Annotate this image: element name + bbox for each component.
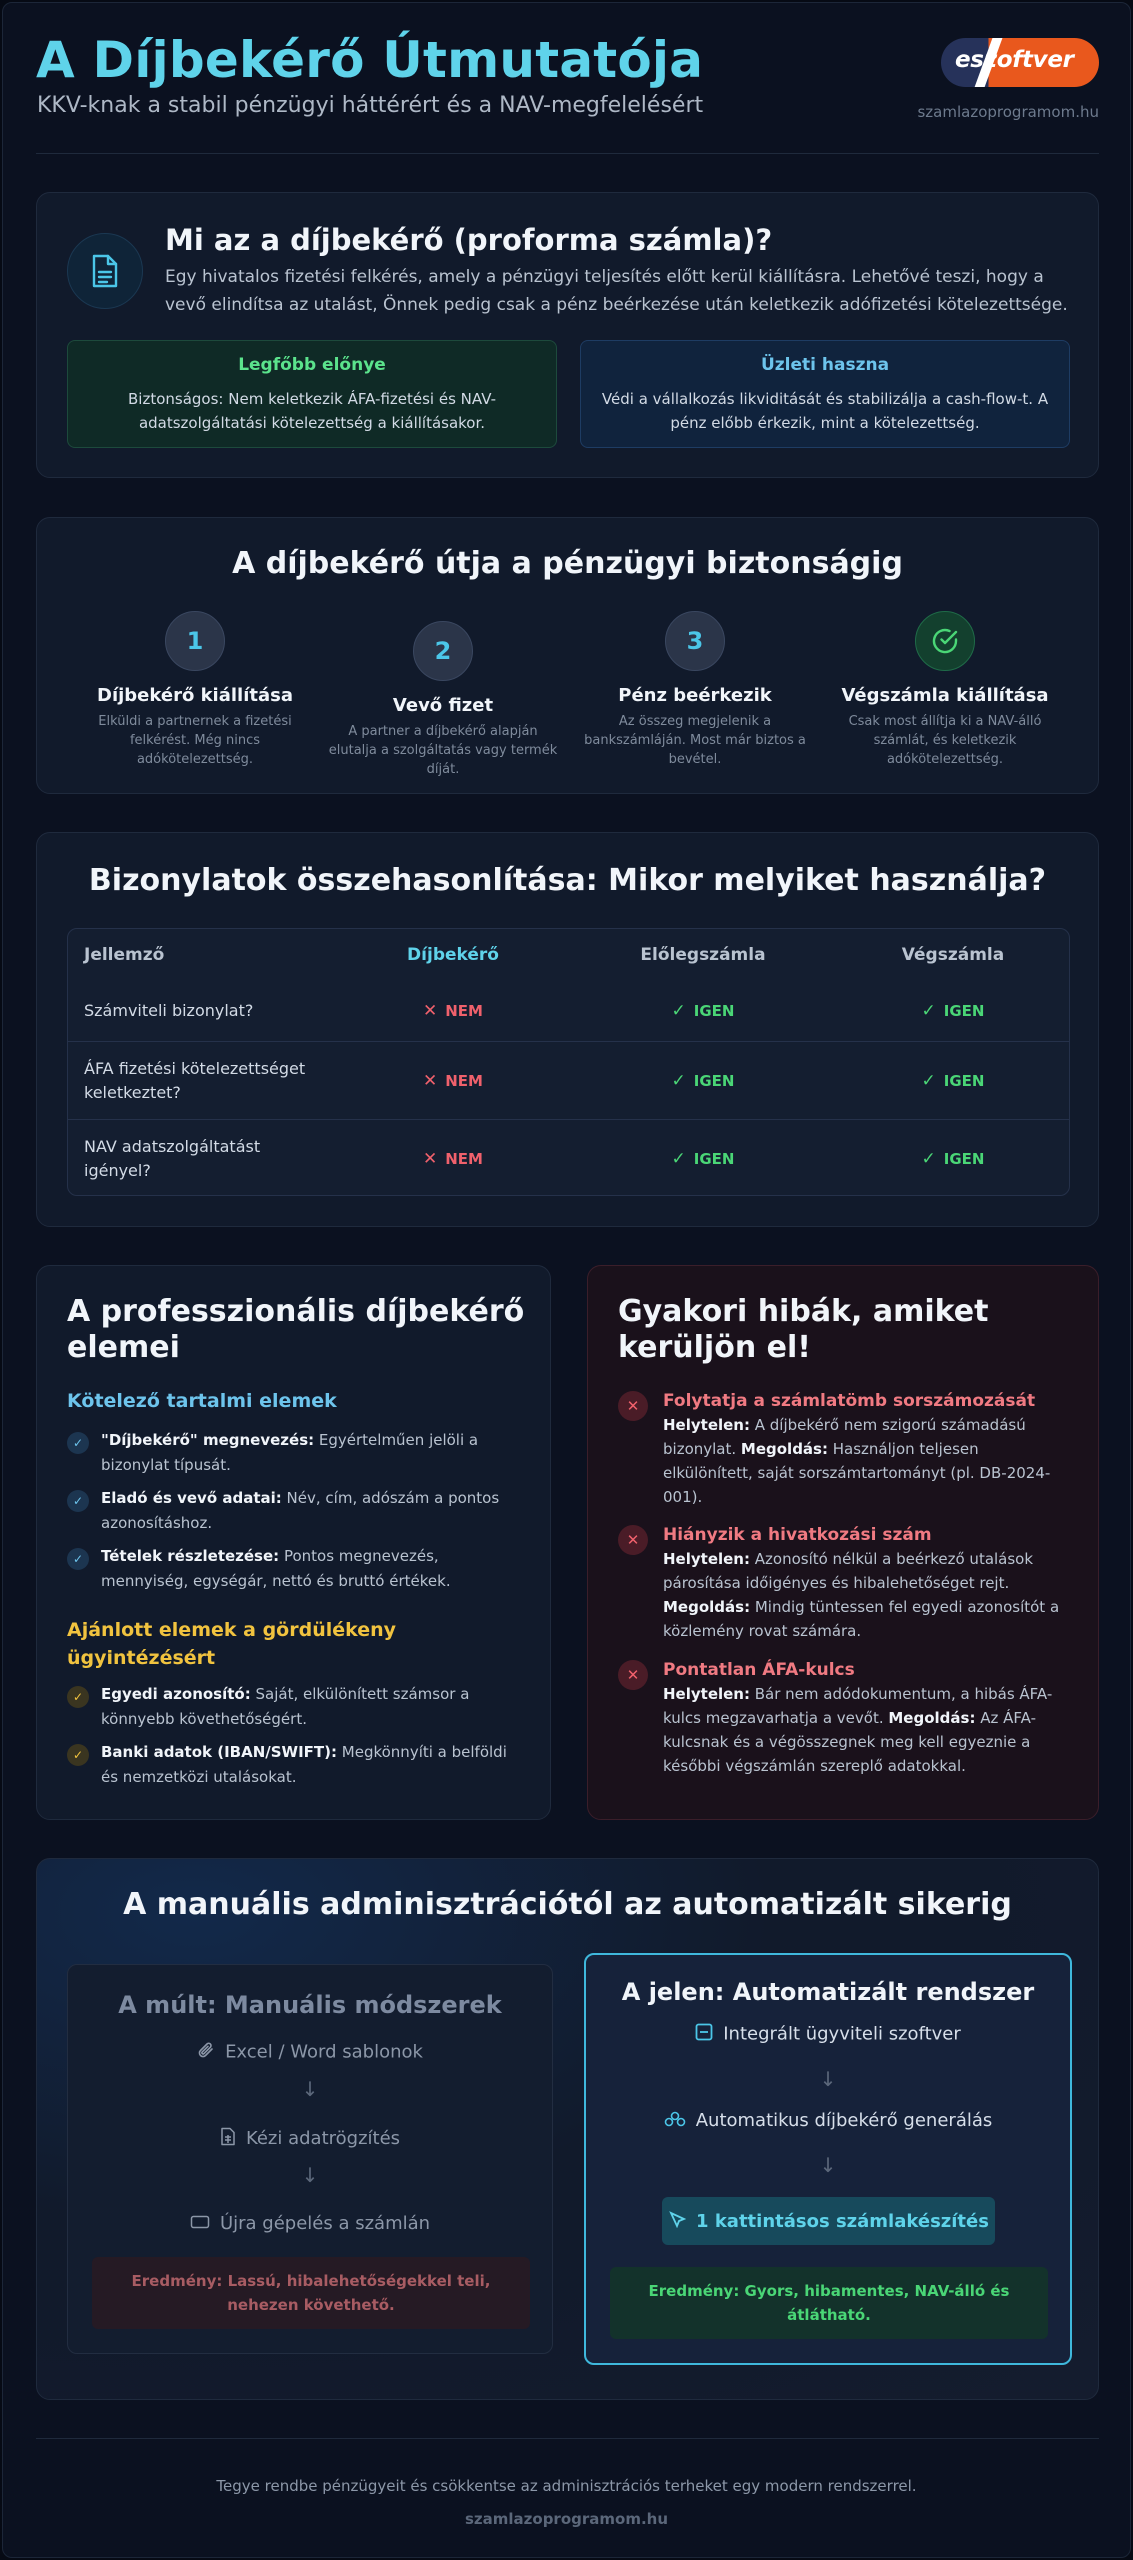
page-title: A Díjbekérő Útmutatója (36, 31, 704, 89)
cross-circle-icon: ✕ (618, 1391, 648, 1421)
paperclip-icon (197, 2041, 215, 2064)
logo-text: eszoftver (955, 47, 1074, 73)
cross-circle-icon: ✕ (618, 1525, 648, 1555)
down-arrow-icon: ↓ (819, 2067, 837, 2091)
required-heading: Kötelező tartalmi elemek (67, 1390, 337, 1412)
page-subtitle: KKV-knak a stabil pénzügyi háttérért és a NAV-megfelelésért (37, 93, 704, 118)
mistake-title: Folytatja a számlatömb sorszámozását (663, 1391, 1036, 1411)
wrong-label: Helytelen: (663, 1550, 750, 1568)
wrong-text: A díjbekérő nem szigorú számadású bizonylat. (663, 1416, 1026, 1458)
past-column (67, 1964, 553, 2354)
business-text: Védi a vállalkozás likviditását és stabilizálja a cash-flow-t. A pénz előbb érkezik, mint a kötelezettség. (601, 390, 1049, 432)
mistake-item (618, 1658, 1073, 1778)
row-feature: NAV adatszolgáltatást igényel? (84, 1136, 261, 1180)
value-cell (828, 1042, 1070, 1119)
value-text: IGEN (693, 1002, 735, 1020)
mistakes-card (587, 1265, 1099, 1820)
check-icon: ✓ (921, 1148, 936, 1169)
value-cell (578, 981, 828, 1041)
item-text: Név, cím, adószám a pontos azonosításhoz. (101, 1489, 500, 1532)
item-text: Pontos megnevezés, mennyiség, egységár, nettó és bruttó értékek. (101, 1547, 451, 1590)
item-text: Egyértelműen jelöli a bizonylat típusát. (101, 1431, 479, 1474)
step-number: 1 (165, 611, 225, 671)
check-circle-icon (915, 611, 975, 671)
business-box (580, 340, 1070, 448)
present-title: A jelen: Automatizált rendszer (621, 1978, 1035, 2006)
check-icon: ✓ (671, 1001, 686, 1021)
step-text: A partner a díjbekérő alapján elutalja a szolgáltatás vagy termék díját. (328, 724, 558, 777)
infographic-page (2, 2, 1131, 2558)
elements-card (36, 1265, 551, 1820)
down-arrow-icon: ↓ (819, 2153, 837, 2177)
benefit-text: Biztonságos: Nem keletkezik ÁFA-fizetési és NAV-adatszolgáltatási kötelezettség a kiállításakor. (128, 390, 496, 432)
automation-card (36, 1858, 1099, 2400)
check-icon: ✓ (67, 1432, 89, 1454)
item-label: Eladó és vevő adatai: (101, 1489, 282, 1507)
row-feature: ÁFA fizetési kötelezettséget keletkeztet? (84, 1058, 306, 1102)
intro-description: Egy hivatalos fizetési felkérés, amely a pénzügyi teljesítés előtt kerül kiállításra. Lehetővé teszi, hogy a vevő elindítsa az utalást, Önnek pedig csak a pénz beérkezése után keletkezik adófizetési kötelezettsége. (165, 267, 1068, 315)
step-title: Pénz beérkezik (618, 685, 772, 706)
past-step (68, 2127, 552, 2151)
comparison-title: Bizonylatok összehasonlítása: Mikor melyiket használja? (88, 863, 1047, 898)
value-text: IGEN (943, 1002, 985, 1020)
list-item (67, 1740, 527, 1790)
value-text: NEM (445, 1071, 483, 1090)
fix-label: Megoldás: (888, 1709, 976, 1727)
step-text: Elküldi a partnernek a fizetési felkérést. Még nincs adókötelezettség. (98, 714, 292, 767)
table-row (68, 1041, 1069, 1119)
journey-step (70, 611, 320, 769)
step-text: Az összeg megjelenik a bankszámláján. Most már biztos a bevétel. (584, 714, 806, 767)
header-divider (36, 153, 1099, 154)
past-step (68, 2041, 552, 2064)
wrong-text: Azonosító nélkül a beérkező utalások párosítása időigényes és hibalehetőséget rejt. (663, 1550, 1034, 1592)
cross-icon: ✕ (423, 1070, 438, 1091)
benefit-title: Legfőbb előnye (238, 355, 386, 375)
cta-label: 1 kattintásos számlakészítés (696, 2210, 989, 2232)
keyboard-icon (190, 2214, 210, 2235)
fix-text: Az ÁFA-kulcsnak és a végösszegnek meg kell egyeznie a későbbi végszámlán szereplő adatokkal. (663, 1709, 1036, 1775)
item-label: Egyedi azonosító: (101, 1685, 251, 1703)
check-icon: ✓ (671, 1148, 686, 1169)
past-title: A múlt: Manuális módszerek (118, 1991, 502, 2019)
automation-icon (664, 2111, 686, 2132)
comparison-card (36, 832, 1099, 1227)
fix-text: Mindig tüntessen fel egyedi azonosítót a közlemény rovat számára. (663, 1598, 1060, 1640)
list-item (67, 1428, 527, 1478)
past-step-label: Excel / Word sablonok (225, 2041, 423, 2063)
journey-step (820, 611, 1070, 769)
check-icon: ✓ (67, 1548, 89, 1570)
mistake-item (618, 1389, 1073, 1509)
recommended-heading: Ajánlott elemek a gördülékeny ügyintézésért (67, 1619, 397, 1669)
check-icon: ✓ (67, 1686, 89, 1708)
step-title: Díjbekérő kiállítása (97, 685, 293, 706)
value-text: IGEN (693, 1149, 735, 1168)
check-icon: ✓ (921, 1070, 936, 1091)
past-step-label: Újra gépelés a számlán (219, 2213, 431, 2234)
elements-title: A professzionális díjbekérő elemei (67, 1294, 525, 1365)
cross-icon: ✕ (423, 1001, 438, 1021)
list-item (67, 1486, 527, 1536)
row-feature: Számviteli bizonylat? (84, 1001, 254, 1020)
check-icon: ✓ (67, 1744, 89, 1766)
value-cell (328, 1120, 578, 1196)
value-cell (578, 1120, 828, 1196)
wrong-label: Helytelen: (663, 1416, 750, 1434)
present-step-label: Automatikus díjbekérő generálás (695, 2110, 993, 2131)
automation-title: A manuális adminisztrációtól az automatizált sikerig (123, 1887, 1012, 1922)
down-arrow-icon: ↓ (301, 2163, 319, 2187)
check-icon: ✓ (671, 1070, 686, 1091)
item-text: Megkönnyíti a belföldi és nemzetközi utalásokat. (101, 1743, 507, 1786)
value-cell (578, 1042, 828, 1119)
value-text: IGEN (693, 1071, 735, 1090)
step-number: 2 (413, 621, 473, 681)
benefit-box (67, 340, 557, 448)
journey-title: A díjbekérő útja a pénzügyi biztonságig (232, 546, 903, 581)
table-row (68, 981, 1069, 1041)
present-step-label: Integrált ügyviteli szoftver (723, 2023, 961, 2045)
fix-label: Megoldás: (740, 1440, 828, 1458)
table-header-row (68, 929, 1069, 981)
list-item (67, 1544, 527, 1594)
comparison-table (67, 928, 1070, 1196)
past-step (68, 2213, 552, 2235)
check-icon: ✓ (67, 1490, 89, 1512)
item-label: "Díjbekérő" megnevezés: (101, 1431, 315, 1449)
cross-icon: ✕ (423, 1148, 438, 1169)
header-elolegszamla: Előlegszámla (640, 945, 766, 965)
one-click-invoice-button[interactable] (662, 2197, 995, 2245)
value-text: IGEN (943, 1071, 985, 1090)
journey-step (318, 621, 568, 779)
header-vegszamla: Végszámla (901, 945, 1005, 965)
table-row (68, 1119, 1069, 1196)
header (36, 31, 1099, 153)
footer-text: Tegye rendbe pénzügyeit és csökkentse az adminisztrációs terheket egy modern rendszerrel. (216, 2477, 917, 2495)
journey-card (36, 517, 1099, 794)
past-result: Eredmény: Lassú, hibalehetőségekkel teli, nehezen követhető. (92, 2257, 530, 2329)
step-title: Végszámla kiállítása (841, 685, 1049, 706)
value-cell (328, 1042, 578, 1119)
spreadsheet-icon (220, 2127, 236, 2151)
footer-divider (36, 2438, 1099, 2439)
fix-label: Megoldás: (663, 1598, 751, 1616)
mistakes-title: Gyakori hibák, amiket kerüljön el! (618, 1294, 989, 1365)
cross-circle-icon: ✕ (618, 1660, 648, 1690)
journey-step (570, 611, 820, 769)
present-step (586, 2110, 1070, 2132)
header-site-url[interactable]: szamlazoprogramom.hu (917, 103, 1099, 121)
value-text: IGEN (943, 1149, 985, 1168)
down-arrow-icon: ↓ (301, 2077, 319, 2101)
item-label: Banki adatok (IBAN/SWIFT): (101, 1743, 338, 1761)
step-number: 3 (665, 611, 725, 671)
software-icon (695, 2023, 713, 2046)
present-step (586, 2023, 1070, 2046)
value-cell (828, 981, 1070, 1041)
item-label: Tételek részletezése: (101, 1547, 280, 1565)
mistake-item (618, 1523, 1073, 1643)
step-title: Vevő fizet (392, 695, 494, 716)
intro-card (36, 192, 1099, 478)
item-text: Saját, elkülönített számsor a könnyebb követhetőségért. (101, 1685, 470, 1728)
present-result: Eredmény: Gyors, hibamentes, NAV-álló és átlátható. (610, 2267, 1048, 2339)
mistake-title: Pontatlan ÁFA-kulcs (663, 1660, 855, 1680)
header-dijbekero: Díjbekérő (407, 945, 499, 965)
footer-site-url[interactable]: szamlazoprogramom.hu (464, 2510, 669, 2528)
intro-title: Mi az a díjbekérő (proforma számla)? (165, 223, 773, 257)
value-text: NEM (445, 1002, 483, 1020)
list-item (67, 1682, 527, 1732)
header-feature: Jellemző (84, 945, 165, 965)
business-title: Üzleti haszna (760, 355, 890, 375)
value-cell (828, 1120, 1070, 1196)
eszoftver-logo[interactable] (941, 38, 1099, 87)
fix-text: Használjon teljesen elkülönített, saját sorszámtartományt (pl. DB-2024-001). (663, 1440, 1051, 1506)
wrong-label: Helytelen: (663, 1685, 750, 1703)
check-icon: ✓ (921, 1001, 936, 1021)
cursor-click-icon (668, 2210, 686, 2233)
value-text: NEM (445, 1149, 483, 1168)
mistake-title: Hiányzik a hivatkozási szám (663, 1525, 932, 1545)
document-icon (67, 233, 143, 309)
present-column (584, 1953, 1072, 2365)
past-step-label: Kézi adatrögzítés (245, 2128, 401, 2149)
step-text: Csak most állítja ki a NAV-álló számlát, és keletkezik adókötelezettség. (848, 714, 1042, 767)
wrong-text: Bár nem adódokumentum, a hibás ÁFA-kulcs megzavarhatja a vevőt. (663, 1685, 1053, 1727)
value-cell (328, 981, 578, 1041)
